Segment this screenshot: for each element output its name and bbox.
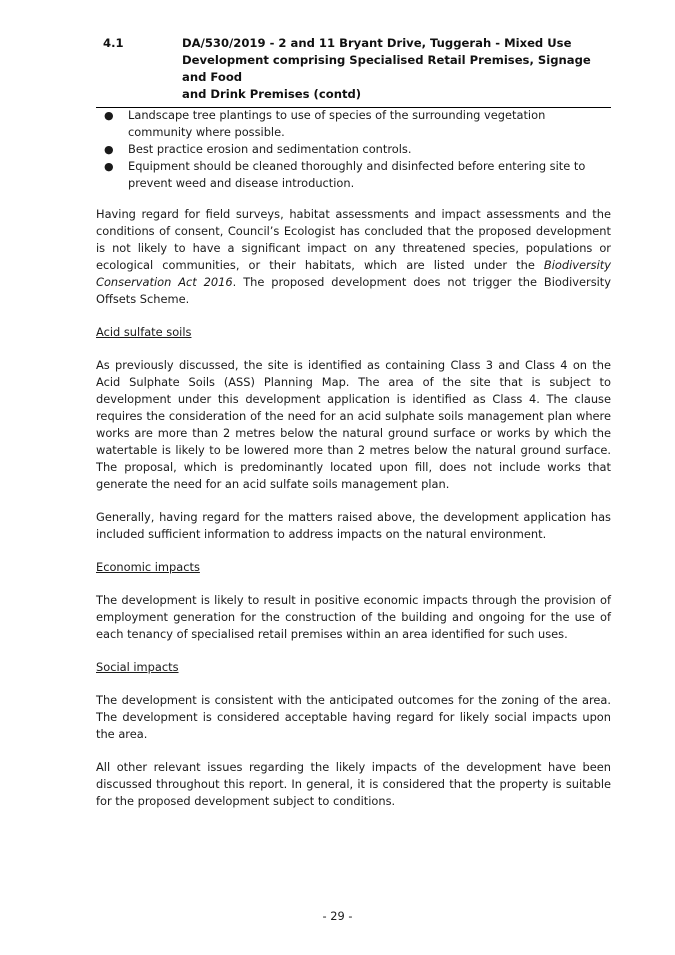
header-row [96,35,611,103]
item-title-line-1: DA/530/2019 - 2 and 11 Bryant Drive, Tuggerah - Mixed Use [182,36,572,50]
list-item [96,141,611,158]
item-number: 4.1 [103,36,124,50]
item-title [182,35,611,103]
biodiversity-act-name: Biodiversity Conservation Act 2016 [96,258,611,289]
page-number: - 29 - [322,909,353,923]
economic-impacts-paragraph: The development is likely to result in positive economic impacts through the provision of employment generation for the construction of the building and ongoing for the use of each tenancy of specialised retail premises within an area identified for such uses. [96,593,611,641]
list-item-text: Equipment should be cleaned thoroughly and disinfected before entering site to prevent weed and disease introduction. [128,159,586,190]
page-header [96,35,611,108]
item-title-line-3: and Drink Premises (contd) [182,87,362,101]
item-title-line-2: Development comprising Specialised Retail Premises, Signage and Food [182,53,591,84]
list-item [96,107,611,141]
list-item [96,158,611,192]
document-body [96,107,611,826]
mitigation-measures-list [96,107,611,192]
social-impacts-paragraph: The development is consistent with the anticipated outcomes for the zoning of the area. The development is considered acceptable having regard for likely social impacts upon the area. [96,693,611,741]
natural-environment-paragraph: Generally, having regard for the matters raised above, the development application has included sufficient information to address impacts on the natural environment. [96,510,611,541]
bullet-icon: ● [104,109,114,122]
acid-sulfate-soils-paragraph: As previously discussed, the site is identified as containing Class 3 and Class 4 on the Acid Sulphate Soils (ASS) Planning Map. The area of the site that is subject to development under this development application is identified as Class 4. The clause requires the consideration of the need for an acid sulphate soils management plan where works are more than 2 metres below the natural ground surface or works by which the watertable is likely to be lowered more than 2 metres below the natural ground surface. The proposal, which is predominantly located upon fill, does not include works that generate the need for an acid sulfate soils management plan. [96,358,611,491]
bullet-icon: ● [104,143,114,156]
list-item-text: Best practice erosion and sedimentation controls. [128,142,412,156]
biodiversity-text-end: . The proposed development does not trigger the Biodiversity Offsets Scheme. [96,275,611,306]
list-item-text: Landscape tree plantings to use of species of the surrounding vegetation community where possible. [128,108,546,139]
biodiversity-text-start: Having regard for field surveys, habitat assessments and impact assessments and the conditions of consent, Council’s Ecologist has concluded that the proposed development is not likely to have a significant impact on any threatened species, populations or ecological communities, or their habitats, which are listed under the [96,207,611,272]
acid-sulfate-soils-heading: Acid sulfate soils [96,325,192,339]
bullet-icon: ● [104,160,114,173]
biodiversity-paragraph [96,206,611,308]
other-issues-paragraph: All other relevant issues regarding the likely impacts of the development have been discussed throughout this report. In general, it is considered that the property is suitable for the proposed development subject to conditions. [96,760,611,808]
economic-impacts-heading: Economic impacts [96,560,200,574]
social-impacts-heading: Social impacts [96,660,179,674]
